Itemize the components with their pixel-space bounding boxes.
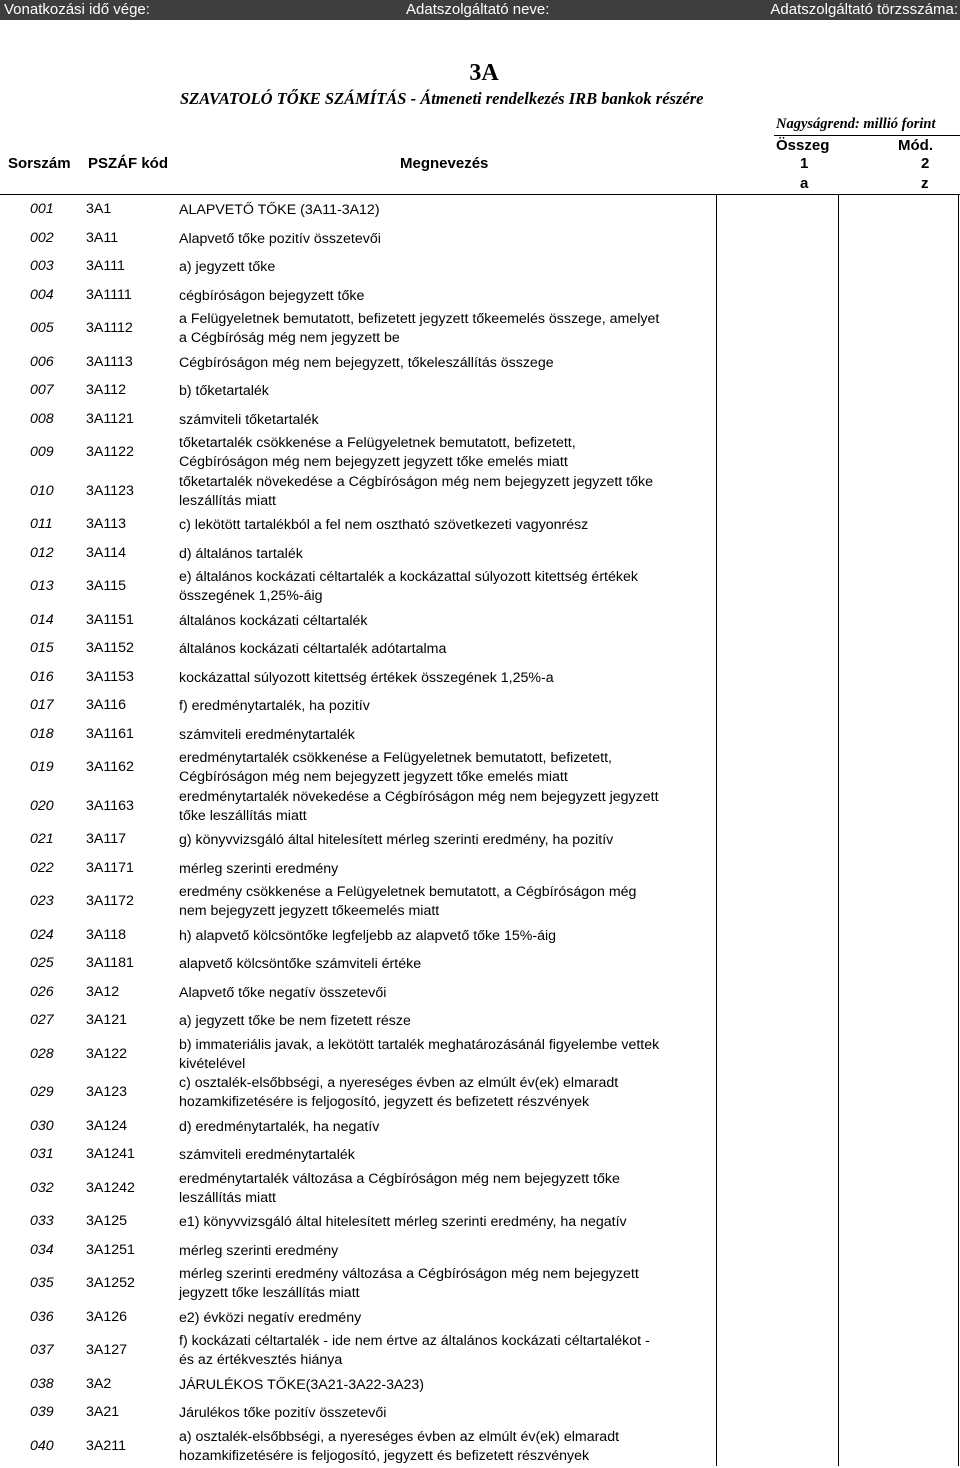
row-name-line: összegének 1,25%-áig <box>179 588 323 604</box>
row-number: 026 <box>30 983 54 1000</box>
row-number: 029 <box>30 1084 54 1101</box>
provider-name-label: Adatszolgáltató neve: <box>406 1 550 18</box>
row-name <box>179 883 719 921</box>
row-number: 012 <box>30 544 54 561</box>
row-number: 019 <box>30 759 54 776</box>
row-number: 006 <box>30 353 54 370</box>
form-code: 3A <box>469 60 499 86</box>
row-code: 3A121 <box>86 1012 128 1029</box>
row-name <box>179 1170 719 1208</box>
row-number: 037 <box>30 1342 54 1359</box>
row-code: 3A1123 <box>86 482 134 499</box>
row-name-line: nem bejegyzett jegyzett tőkeemelés miatt <box>179 903 440 919</box>
amount-column-left-border <box>716 194 717 1466</box>
header-megnevezes: Megnevezés <box>400 155 489 172</box>
unit-label: Nagyságrend: millió forint <box>776 116 936 132</box>
row-name <box>179 749 719 787</box>
row-name <box>179 568 719 606</box>
row-code: 3A1122 <box>86 444 134 461</box>
row-name <box>179 726 719 745</box>
row-name-line: a) osztalék-elsőbbségi, a nyereséges évben az elmúlt év(ek) elmaradt <box>179 1428 620 1445</box>
row-name-line: leszállítás miatt <box>179 1189 276 1206</box>
header-col2: 2 <box>921 155 930 172</box>
header-rule-top <box>774 135 960 136</box>
table-row <box>0 788 960 827</box>
row-code: 3A122 <box>86 1045 128 1062</box>
row-code: 3A11 <box>86 229 119 246</box>
row-code: 3A1163 <box>86 797 134 814</box>
row-number: 035 <box>30 1275 54 1292</box>
table-row <box>0 406 960 435</box>
header-sorszam: Sorszám <box>8 155 71 172</box>
table-row <box>0 225 960 254</box>
row-number: 030 <box>30 1117 54 1134</box>
row-number: 014 <box>30 611 54 628</box>
row-name-line: Alapvető tőke pozitív összetevői <box>179 230 381 247</box>
header-col1: 1 <box>800 155 809 172</box>
row-code: 3A1153 <box>86 668 134 685</box>
row-name <box>179 516 719 535</box>
row-name-line: a Felügyeletnek bemutatott, befizetett jegyzett tőkeemelés összege, amelyet <box>179 311 660 327</box>
row-code: 3A125 <box>86 1213 128 1230</box>
row-name <box>179 697 719 716</box>
row-code: 3A118 <box>86 926 126 943</box>
row-code: 3A1151 <box>86 611 134 628</box>
row-code: 3A1112 <box>86 320 133 337</box>
row-name-line: és az értékvesztés hiánya <box>179 1352 343 1368</box>
row-name-line: a) jegyzett tőke be nem fizetett része <box>179 1013 411 1030</box>
row-name <box>179 1074 719 1112</box>
row-code: 3A2 <box>86 1375 112 1392</box>
table-row <box>0 692 960 721</box>
row-code: 3A111 <box>86 258 125 275</box>
row-number: 028 <box>30 1045 54 1062</box>
row-name-line: eredmény csökkenése a Felügyeletnek bemutatott, a Cégbíróságon még <box>179 884 637 900</box>
row-number: 039 <box>30 1404 54 1421</box>
header-osszeg: Összeg <box>776 137 830 154</box>
row-number: 018 <box>30 725 54 742</box>
table-row <box>0 1074 960 1113</box>
row-number: 009 <box>30 444 54 461</box>
row-code: 3A116 <box>86 697 126 714</box>
table-row <box>0 950 960 979</box>
row-name-line: számviteli tőketartalék <box>179 411 319 428</box>
table-row <box>0 1007 960 1036</box>
row-name-line: leszállítás miatt <box>179 492 276 509</box>
row-number: 015 <box>30 640 54 657</box>
deadline-label: Vonatkozási idő vége: <box>4 1 150 18</box>
row-name <box>179 1213 719 1232</box>
row-number: 034 <box>30 1241 54 1258</box>
table-row <box>0 511 960 540</box>
row-code: 3A211 <box>86 1437 126 1454</box>
row-number: 016 <box>30 668 54 685</box>
row-name-line: a Cégbíróság még nem jegyzett be <box>179 330 400 346</box>
row-number: 032 <box>30 1179 54 1196</box>
table-row <box>0 1428 960 1467</box>
row-code: 3A117 <box>86 831 126 848</box>
row-code: 3A1152 <box>86 640 134 657</box>
row-code: 3A1161 <box>86 725 134 742</box>
row-name <box>179 545 719 564</box>
row-name <box>179 1242 719 1261</box>
table-row <box>0 749 960 788</box>
row-code: 3A115 <box>86 578 126 595</box>
row-number: 008 <box>30 410 54 427</box>
row-name-line: d) általános tartalék <box>179 545 303 562</box>
row-number: 024 <box>30 926 54 943</box>
row-name-line: e1) könyvvizsgáló által hitelesített mérleg szerinti eredmény, ha negatív <box>179 1214 627 1231</box>
row-name-line: Cégbíróságon még nem bejegyzett, tőkeleszállítás összege <box>179 354 554 371</box>
row-name-line: hozamkifizetésére is feljogosító, jegyzett és befizetett részvények <box>179 1447 590 1464</box>
table-row <box>0 1332 960 1371</box>
table-row <box>0 282 960 311</box>
row-code: 3A1251 <box>86 1241 135 1258</box>
table-row <box>0 922 960 951</box>
table-row <box>0 1036 960 1075</box>
row-name-line: a) jegyzett tőke <box>179 259 276 276</box>
row-name-line: tőke leszállítás miatt <box>179 807 307 824</box>
row-number: 007 <box>30 382 54 399</box>
row-code: 3A1171 <box>86 859 134 876</box>
table-row <box>0 1304 960 1333</box>
row-number: 017 <box>30 697 54 714</box>
table-row <box>0 826 960 855</box>
row-code: 3A21 <box>86 1404 120 1421</box>
table-row <box>0 310 960 349</box>
row-name-line: tőketartalék csökkenése a Felügyeletnek bemutatott, befizetett, <box>179 435 576 451</box>
row-name-line: kockázattal súlyozott kitettség értékek összegének 1,25%-a <box>179 669 554 686</box>
row-name <box>179 860 719 879</box>
row-name-line: f) kockázati céltartalék - ide nem értve az általános kockázati céltartalékot - <box>179 1333 650 1349</box>
row-name-line: számviteli eredménytartalék <box>179 726 355 743</box>
row-code: 3A112 <box>86 382 126 399</box>
table-row <box>0 349 960 378</box>
table-row <box>0 1371 960 1400</box>
table-row <box>0 855 960 884</box>
amount-column-divider <box>838 194 839 1466</box>
row-name <box>179 984 719 1003</box>
table-row <box>0 1113 960 1142</box>
row-number: 027 <box>30 1012 54 1029</box>
table-row <box>0 883 960 922</box>
row-code: 3A1252 <box>86 1275 135 1292</box>
row-number: 031 <box>30 1146 54 1163</box>
row-name <box>179 612 719 631</box>
row-code: 3A1113 <box>86 353 133 370</box>
table-row <box>0 196 960 225</box>
row-name <box>179 1265 719 1303</box>
table-row <box>0 721 960 750</box>
row-name-line: Cégbíróságon még nem bejegyzett jegyzett tőke emelés miatt <box>179 454 568 470</box>
row-name-line: kivételével <box>179 1055 246 1072</box>
row-name <box>179 1404 719 1423</box>
provider-id-label: Adatszolgáltató törzsszáma: <box>770 1 958 18</box>
row-name <box>179 927 719 946</box>
row-number: 022 <box>30 859 54 876</box>
row-name-line: Alapvető tőke negatív összetevői <box>179 984 387 1001</box>
header-mod: Mód. <box>898 137 933 154</box>
row-name <box>179 1146 719 1165</box>
row-name <box>179 788 719 826</box>
row-name <box>179 831 719 850</box>
table-row <box>0 473 960 512</box>
table-row <box>0 434 960 473</box>
row-code: 3A1181 <box>86 955 134 972</box>
table-row <box>0 540 960 569</box>
table-row <box>0 635 960 664</box>
row-number: 020 <box>30 797 54 814</box>
table-row <box>0 1237 960 1266</box>
table-row <box>0 1208 960 1237</box>
row-code: 3A1241 <box>86 1146 135 1163</box>
row-name <box>179 1428 719 1466</box>
row-name-line: e2) évközi negatív eredmény <box>179 1309 362 1326</box>
row-code: 3A12 <box>86 983 120 1000</box>
row-name <box>179 669 719 688</box>
row-number: 001 <box>30 201 54 218</box>
row-number: 036 <box>30 1308 54 1325</box>
row-name-line: e) általános kockázati céltartalék a kockázattal súlyozott kitettség értékek <box>179 569 638 585</box>
row-name-line: f) eredménytartalék, ha pozitív <box>179 698 370 715</box>
table-row <box>0 253 960 282</box>
row-name-line: b) tőketartalék <box>179 383 269 400</box>
row-name-line: Járulékos tőke pozitív összetevői <box>179 1405 387 1422</box>
table-row <box>0 1141 960 1170</box>
row-name-line: g) könyvvizsgáló által hitelesített mérleg szerinti eredmény, ha pozitív <box>179 832 614 849</box>
row-name-line: h) alapvető kölcsöntőke legfeljebb az alapvető tőke 15%-áig <box>179 927 557 944</box>
row-name <box>179 640 719 659</box>
row-name-line: hozamkifizetésére is feljogosító, jegyzett és befizetett részvények <box>179 1094 590 1110</box>
table-row <box>0 377 960 406</box>
row-code: 3A1111 <box>86 286 132 303</box>
row-name-line: jegyzett tőke leszállítás miatt <box>179 1285 360 1301</box>
row-name-line: számviteli eredménytartalék <box>179 1147 355 1164</box>
top-info-bar <box>0 0 960 20</box>
row-name-line: c) osztalék-elsőbbségi, a nyereséges évben az elmúlt év(ek) elmaradt <box>179 1075 619 1091</box>
row-name <box>179 1376 719 1395</box>
row-code: 3A126 <box>86 1308 128 1325</box>
row-name <box>179 230 719 249</box>
form-title: SZAVATOLÓ TŐKE SZÁMÍTÁS - Átmeneti rendelkezés IRB bankok részére <box>180 89 704 108</box>
row-name-line: általános kockázati céltartalék adótartalma <box>179 641 447 658</box>
mod-column-right-border <box>958 194 959 1466</box>
row-name <box>179 411 719 430</box>
row-number: 010 <box>30 482 54 499</box>
header-col-a: a <box>800 175 809 192</box>
row-name-line: alapvető kölcsöntőke számviteli értéke <box>179 956 422 973</box>
row-name-line: Cégbíróságon még nem bejegyzett jegyzett tőke emelés miatt <box>179 769 568 785</box>
row-name-line: általános kockázati céltartalék <box>179 612 368 629</box>
row-number: 023 <box>30 893 54 910</box>
row-name <box>179 1036 719 1074</box>
row-name <box>179 473 719 511</box>
row-name <box>179 434 719 472</box>
row-number: 003 <box>30 258 54 275</box>
row-name-line: tőketartalék növekedése a Cégbíróságon még nem bejegyzett jegyzett tőke <box>179 473 653 490</box>
row-number: 004 <box>30 286 54 303</box>
row-name-line: eredménytartalék csökkenése a Felügyeletnek bemutatott, befizetett, <box>179 750 612 766</box>
row-number: 038 <box>30 1375 54 1392</box>
row-code: 3A113 <box>86 516 126 533</box>
row-name-line: b) immateriális javak, a lekötött tartalék meghatározásánál figyelembe vettek <box>179 1036 660 1053</box>
header-col-z: z <box>921 175 929 192</box>
table-row <box>0 568 960 607</box>
row-name-line: mérleg szerinti eredmény változása a Cégbíróságon még nem bejegyzett <box>179 1266 639 1282</box>
row-number: 005 <box>30 320 54 337</box>
row-number: 033 <box>30 1213 54 1230</box>
row-name-line: d) eredménytartalék, ha negatív <box>179 1118 380 1135</box>
header-pszaf-kod: PSZÁF kód <box>88 155 169 172</box>
row-number: 021 <box>30 831 54 848</box>
row-name-line: cégbíróságon bejegyzett tőke <box>179 287 365 304</box>
row-name <box>179 955 719 974</box>
row-code: 3A1172 <box>86 893 134 910</box>
row-name <box>179 287 719 306</box>
row-code: 3A124 <box>86 1117 128 1134</box>
row-name-line: mérleg szerinti eredmény <box>179 1242 339 1259</box>
row-name-line: eredménytartalék növekedése a Cégbíróságon még nem bejegyzett jegyzett <box>179 788 659 805</box>
row-code: 3A123 <box>86 1084 128 1101</box>
row-number: 002 <box>30 229 54 246</box>
row-code: 3A1 <box>86 201 112 218</box>
table-row <box>0 607 960 636</box>
row-number: 025 <box>30 955 54 972</box>
row-name <box>179 1012 719 1031</box>
row-name-line: ALAPVETŐ TŐKE (3A11-3A12) <box>179 202 380 219</box>
row-code: 3A1242 <box>86 1179 135 1196</box>
row-name <box>179 310 719 348</box>
row-name-line: c) lekötött tartalékból a fel nem osztható szövetkezeti vagyonrész <box>179 517 589 534</box>
row-name <box>179 258 719 277</box>
row-number: 013 <box>30 578 54 595</box>
row-name <box>179 1332 719 1370</box>
row-code: 3A1162 <box>86 759 134 776</box>
row-name <box>179 354 719 373</box>
table-row <box>0 1399 960 1428</box>
row-number: 040 <box>30 1437 54 1454</box>
table-row <box>0 979 960 1008</box>
row-code: 3A1121 <box>86 410 134 427</box>
table-row <box>0 1265 960 1304</box>
row-name <box>179 1309 719 1328</box>
header-rule-bottom <box>0 194 960 195</box>
table-row <box>0 664 960 693</box>
table-row <box>0 1170 960 1209</box>
row-code: 3A127 <box>86 1342 128 1359</box>
row-code: 3A114 <box>86 544 126 561</box>
row-name-line: JÁRULÉKOS TŐKE(3A21-3A22-3A23) <box>179 1376 424 1393</box>
row-name-line: mérleg szerinti eredmény <box>179 860 339 877</box>
row-name <box>179 201 719 220</box>
row-name <box>179 1118 719 1137</box>
row-name <box>179 382 719 401</box>
row-name-line: eredménytartalék változása a Cégbíróságon még nem bejegyzett tőke <box>179 1170 620 1187</box>
row-number: 011 <box>30 516 53 533</box>
